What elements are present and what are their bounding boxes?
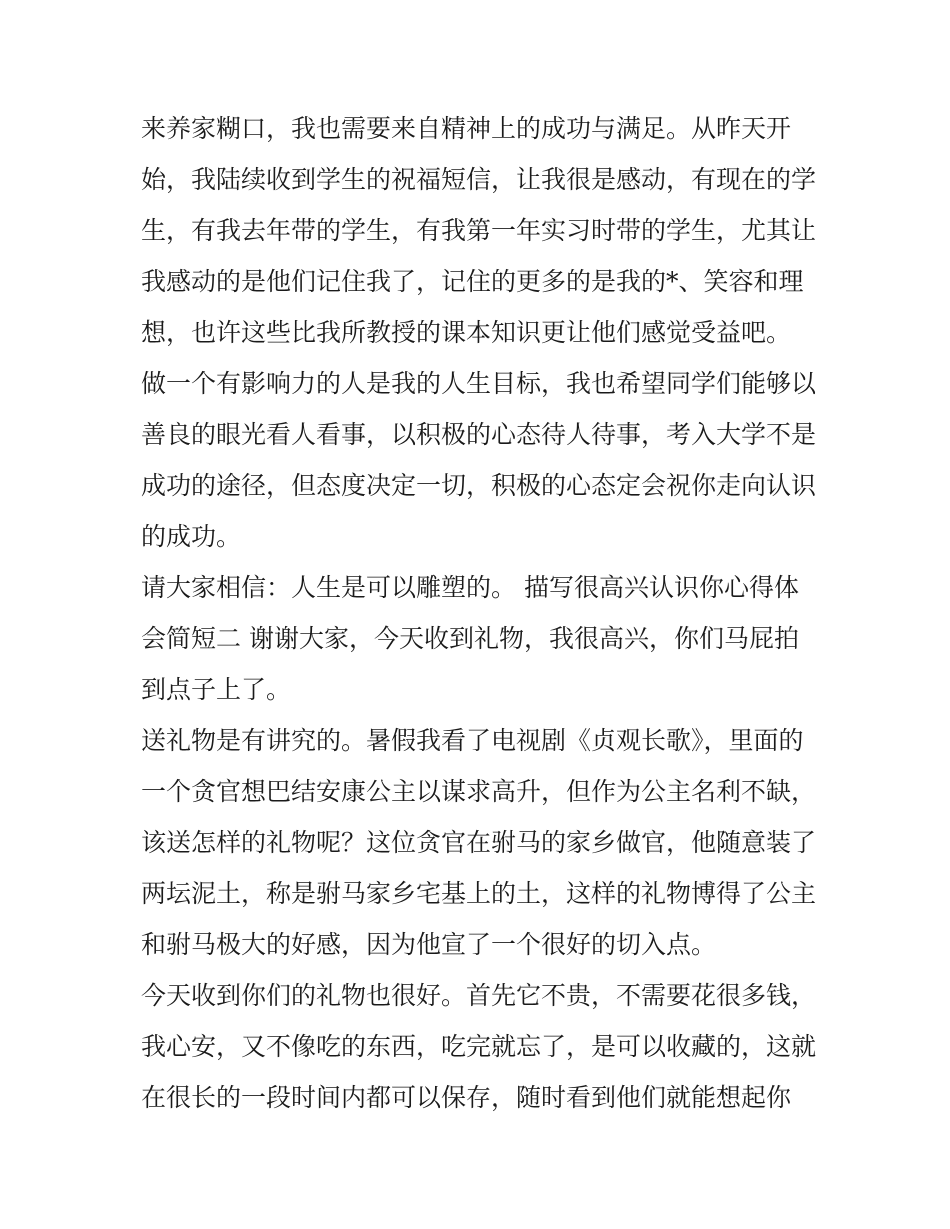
text-line: 善良的眼光看人看事，以积极的心态待人待事，考入大学不是 bbox=[141, 420, 817, 449]
text-line: 和驸马极大的好感，因为他宣了一个很好的切入点。 bbox=[141, 930, 717, 959]
text-line: 生，有我去年带的学生，有我第一年实习时带的学生，尤其让 bbox=[141, 216, 817, 245]
text-line: 两坛泥土，称是驸马家乡宅基上的土，这样的礼物博得了公主 bbox=[141, 879, 817, 908]
text-line: 一个贪官想巴结安康公主以谋求高升，但作为公主名利不缺， bbox=[141, 777, 817, 806]
text-line: 会简短二 谢谢大家，今天收到礼物，我很高兴，你们马屁拍 bbox=[141, 624, 799, 653]
text-line: 今天收到你们的礼物也很好。首先它不贵，不需要花很多钱， bbox=[141, 981, 817, 1010]
text-line: 在很长的一段时间内都可以保存，随时看到他们就能想起你 bbox=[141, 1083, 792, 1112]
text-line: 始，我陆续收到学生的祝福短信，让我很是感动，有现在的学 bbox=[141, 165, 817, 194]
text-line: 来养家糊口，我也需要来自精神上的成功与满足。从昨天开 bbox=[141, 114, 792, 143]
text-line: 做一个有影响力的人是我的人生目标，我也希望同学们能够以 bbox=[141, 369, 817, 398]
text-line: 想，也许这些比我所教授的课本知识更让他们感觉受益吧。 bbox=[141, 318, 792, 347]
body-text bbox=[141, 103, 821, 1123]
text-line: 的成功。 bbox=[141, 522, 242, 551]
text-line: 该送怎样的礼物呢？这位贪官在驸马的家乡做官，他随意装了 bbox=[141, 828, 817, 857]
text-line: 成功的途径，但态度决定一切，积极的心态定会祝你走向认识 bbox=[141, 471, 817, 500]
text-line: 我心安，又不像吃的东西，吃完就忘了，是可以收藏的，这就 bbox=[141, 1032, 817, 1061]
text-line: 到点子上了。 bbox=[141, 675, 292, 704]
text-line: 送礼物是有讲究的。暑假我看了电视剧《贞观长歌》，里面的 bbox=[141, 726, 804, 755]
text-line: 请大家相信：人生是可以雕塑的。 描写很高兴认识你心得体 bbox=[141, 573, 799, 602]
text-line: 我感动的是他们记住我了，记住的更多的是我的*、笑容和理 bbox=[141, 267, 804, 296]
